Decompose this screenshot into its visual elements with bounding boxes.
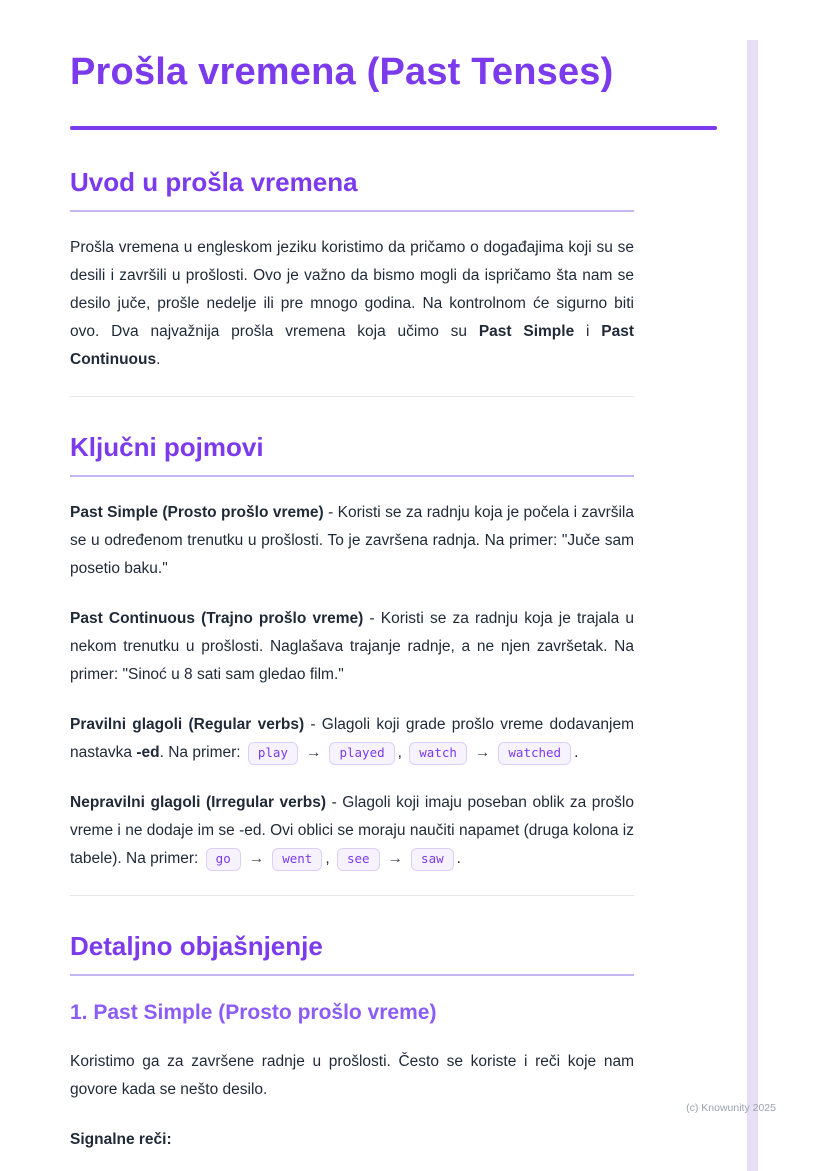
text-run: i (574, 323, 602, 340)
section-divider (70, 396, 634, 397)
section-heading-intro: Uvod u prošla vremena (70, 166, 634, 212)
text-run: - Glagoli koji imaju poseban oblik za prošlo vreme i ne dodaje im se -ed. Ovi oblici se moraju naučiti napamet (druga kolona iz tabele). Na primer: (70, 794, 634, 867)
text-run: Prošla vremena u engleskom jeziku koristimo da pričamo o događajima koji su se desili i završili u prošlosti. Ovo je važno da bismo mogli da ispričamo šta nam se desilo juče, prošle nedelje ili pre mnogo godina. Na kontrolnom će sigurno biti ovo. Dva najvažnija prošla vremena koja učimo su (70, 239, 634, 340)
page-title: Prošla vremena (Past Tenses) (70, 51, 614, 93)
section-intro (70, 166, 717, 374)
term-bold: Past Simple (Prosto prošlo vreme) (70, 504, 324, 521)
page-edge-strip (747, 40, 758, 1171)
code-token: watched (498, 742, 571, 765)
code-token: see (337, 848, 380, 871)
signal-words-label: Signalne reči: (70, 1131, 172, 1148)
bold-run: -ed (136, 744, 160, 761)
code-token: saw (411, 848, 454, 871)
document-content (70, 0, 717, 1154)
subsection-heading-past-simple: 1. Past Simple (Prosto prošlo vreme) (70, 1001, 437, 1024)
bold-run: Past Continuous (70, 323, 634, 368)
code-token: went (272, 848, 322, 871)
arrow-right-icon: → (305, 744, 322, 761)
paragraph-intro (70, 234, 634, 374)
code-token: watch (409, 742, 467, 765)
section-key-concepts (70, 431, 717, 873)
section-heading-key-concepts: Ključni pojmovi (70, 431, 634, 477)
code-token: play (248, 742, 298, 765)
code-token: played (329, 742, 394, 765)
text-run: . (156, 351, 161, 368)
paragraph-regular-verbs (70, 711, 634, 767)
arrow-right-icon: → (474, 744, 491, 761)
text-run: , (397, 744, 407, 761)
paragraph-past-continuous-definition (70, 605, 634, 689)
text-run: - Koristi se za radnju koja je trajala u nekom trenutku u prošlosti. Naglašava trajanje radnje, a ne njen završetak. Na primer: "Sinoć u 8 sati sam gledao film." (70, 610, 634, 683)
term-bold: Nepravilni glagoli (Irregular verbs) (70, 794, 327, 811)
bold-run: Past Simple (478, 323, 575, 340)
text-run: - Koristi se za radnju koja je počela i završila se u određenom trenutku u prošlosti. To je završena radnja. Na primer: "Juče sam posetio baku." (70, 504, 634, 577)
title-rule (70, 126, 717, 130)
text-run: - Glagoli koji grade prošlo vreme dodavanjem nastavka (70, 716, 634, 761)
section-detailed-explanation (70, 930, 717, 1154)
copyright-footer: (c) Knowunity 2025 (686, 1102, 776, 1114)
term-bold: Pravilni glagoli (Regular verbs) (70, 716, 305, 733)
paragraph-past-simple-usage: Koristimo ga za završene radnje u prošlosti. Često se koriste i reči koje nam govore kada se nešto desilo. (70, 1053, 634, 1098)
code-token: go (206, 848, 241, 871)
text-run: . Na primer: (159, 744, 245, 761)
arrow-right-icon: → (248, 850, 265, 867)
section-heading-detailed-explanation: Detaljno objašnjenje (70, 930, 634, 976)
term-bold: Past Continuous (Trajno prošlo vreme) (70, 610, 364, 627)
text-run: , (325, 850, 334, 867)
arrow-right-icon: → (387, 850, 404, 867)
text-run: . (456, 850, 461, 867)
paragraph-irregular-verbs (70, 789, 634, 873)
text-run: . (574, 744, 579, 761)
section-divider (70, 895, 634, 896)
paragraph-past-simple-definition (70, 499, 634, 583)
